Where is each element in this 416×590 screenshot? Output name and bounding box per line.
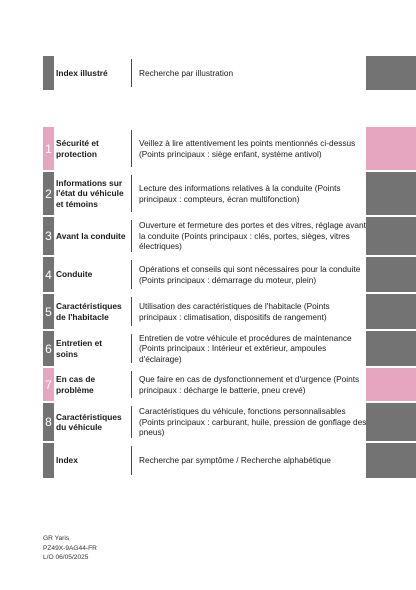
section-row-5[interactable] — [43, 294, 416, 329]
divider — [131, 371, 132, 398]
section-row-8[interactable] — [43, 403, 416, 441]
section-number-block: 7 — [43, 368, 54, 401]
divider — [131, 260, 132, 289]
section-thumb-tab[interactable] — [366, 403, 416, 441]
section-description: Opérations et conseils qui sont nécessaires pour la conduite (Points principaux : démarrage du moteur, plein) — [139, 263, 361, 285]
section-thumb-tab[interactable] — [366, 172, 416, 215]
section-description: Recherche par illustration — [139, 67, 234, 78]
section-number-block: 1 — [43, 127, 54, 170]
illustrated-index-row[interactable] — [43, 56, 416, 90]
section-number-block: 6 — [43, 331, 54, 366]
section-description: Recherche par symptôme / Recherche alphabétique — [139, 455, 331, 466]
divider — [131, 446, 132, 475]
section-thumb-tab[interactable] — [366, 56, 416, 90]
divider — [131, 130, 132, 167]
section-title: Sécurité et protection — [56, 138, 99, 159]
section-number-block: 4 — [43, 257, 54, 292]
section-number-block — [43, 443, 54, 478]
section-description: Utilisation des caractéristiques de l'habitacle (Points principaux : climatisation, dispositifs de rangement) — [139, 300, 330, 322]
section-thumb-tab[interactable] — [366, 294, 416, 329]
section-description: Que faire en cas de dysfonctionnement et d'urgence (Points principaux : décharge le batterie, pneu crevé) — [139, 373, 360, 395]
divider — [131, 334, 132, 363]
section-thumb-tab[interactable] — [366, 257, 416, 292]
section-description: Lecture des informations relatives à la conduite (Points principaux : compteurs, écran multifonction) — [139, 182, 341, 204]
section-row-2[interactable] — [43, 172, 416, 215]
section-thumb-tab[interactable] — [366, 331, 416, 366]
section-thumb-tab[interactable] — [366, 217, 416, 255]
section-row-3[interactable] — [43, 217, 416, 255]
section-thumb-tab[interactable] — [366, 127, 416, 170]
footer-date: L/O 06/05/2025 — [43, 554, 89, 561]
section-description: Ouverture et fermeture des portes et des vitres, réglage avant la conduite (Points principaux : clés, portes, sièges, vitres électriques) — [139, 220, 366, 252]
section-title: Caractéristiques de l'habitacle — [56, 301, 122, 322]
section-thumb-tab[interactable] — [366, 443, 416, 478]
section-title: Index illustré — [56, 67, 108, 78]
section-row-4[interactable] — [43, 257, 416, 292]
divider — [131, 220, 132, 252]
footer-code: PZ49X-9AG44-FR — [43, 544, 97, 552]
divider — [131, 59, 132, 87]
footer-model: GR Yaris — [43, 535, 70, 542]
section-title: Caractéristiques du véhicule — [56, 411, 122, 432]
section-description: Caractéristiques du véhicule, fonctions personnalisables (Points principaux : carburant, huile, pression de gonflage des pneus) — [139, 406, 367, 438]
section-description: Entretien de votre véhicule et procédures de maintenance (Points principaux : Intérieur et extérieur, ampoules d'éclairage) — [139, 332, 352, 364]
divider — [131, 406, 132, 438]
section-description: Veillez à lire attentivement les points mentionnés ci-dessus (Points principaux : siège enfant, système antivol) — [139, 137, 356, 159]
section-title: Conduite — [56, 269, 93, 280]
section-title: Index — [56, 455, 78, 466]
divider — [131, 175, 132, 212]
section-row-1[interactable] — [43, 127, 416, 170]
section-title: En cas de problème — [56, 374, 96, 395]
divider — [131, 297, 132, 326]
index-row[interactable] — [43, 443, 416, 478]
section-title: Entretien et soins — [56, 338, 103, 359]
section-title: Avant la conduite — [56, 230, 126, 241]
section-number-block: 2 — [43, 172, 54, 215]
section-number-block: 8 — [43, 403, 54, 441]
section-number-block: 5 — [43, 294, 54, 329]
section-thumb-tab[interactable] — [366, 368, 416, 401]
section-row-6[interactable] — [43, 331, 416, 366]
section-number-block — [43, 56, 54, 90]
section-row-7[interactable] — [43, 368, 416, 401]
document-footer — [43, 534, 97, 563]
section-title: Informations sur l'état du véhicule et témoins — [56, 177, 124, 209]
section-number-block: 3 — [43, 217, 54, 255]
